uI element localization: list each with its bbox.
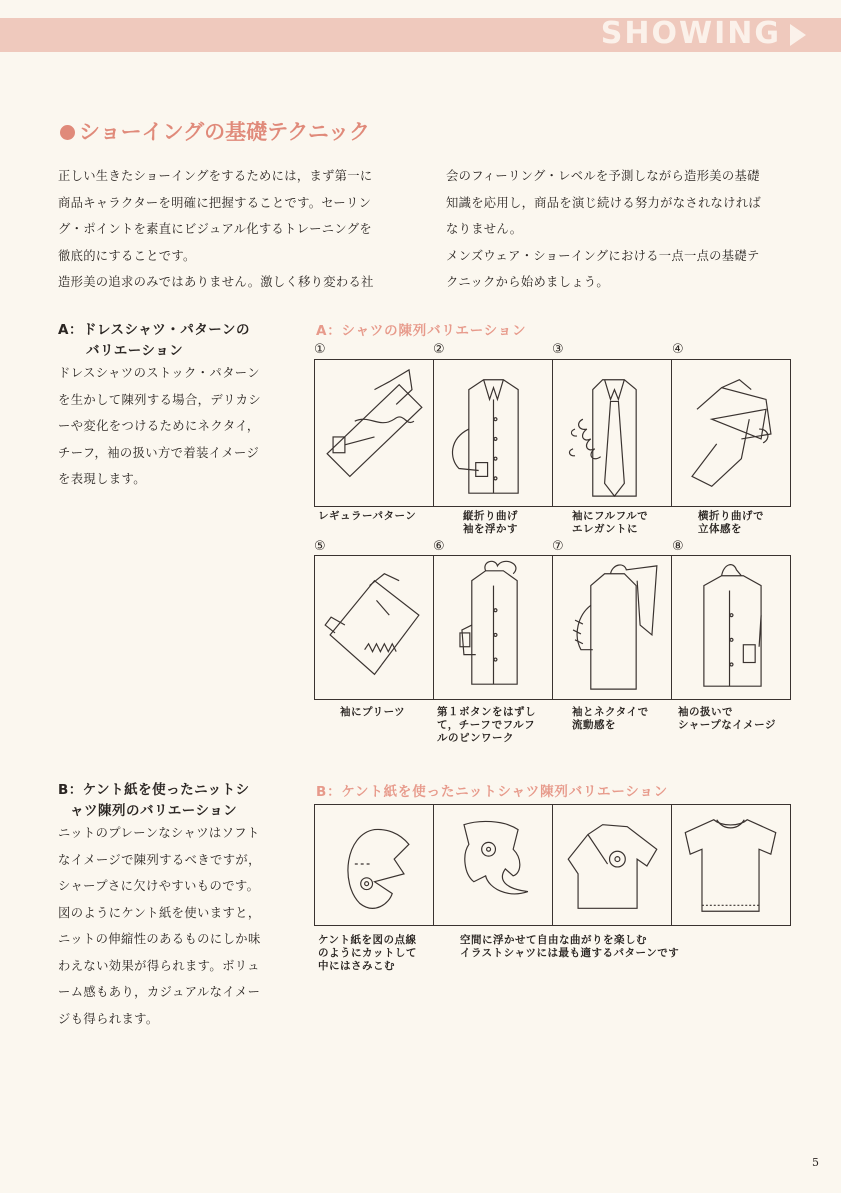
intro-line: 商品キャラクターを明確に把握することです。セーリン (58, 195, 372, 210)
figure-cell (672, 360, 790, 506)
intro-line: クニックから始めましょう。 (446, 275, 610, 289)
section-b-line: ニットの伸縮性のあるものにしか味 (58, 932, 261, 946)
figure-caption (318, 510, 416, 523)
bullet-icon (60, 125, 75, 140)
caption-line: ルのピンワーク (437, 732, 514, 744)
section-b-line: ジも得られます。 (58, 1011, 159, 1026)
section-b-line: ーム感もあり，カジュアルなイメー (58, 985, 261, 999)
figure-cell (553, 360, 672, 506)
caption-line: 中にはさみこむ (318, 960, 395, 972)
section-a-heading (58, 320, 250, 362)
intro-line: 徹底的にすることです。 (58, 248, 196, 263)
figure-cell (434, 556, 553, 699)
caption-line: 流動感を (572, 719, 616, 731)
caption-line: レギュラーパターン (318, 510, 417, 522)
figure-number: ③ (552, 342, 564, 357)
section-b-heading (58, 780, 250, 822)
intro-line: 知識を応用し，商品を演じ続ける努力がなされなければ (446, 195, 761, 210)
figure-b-title: B：ケント紙を使ったニットシャツ陳列バリエーション (316, 784, 668, 800)
section-a-body (58, 360, 288, 493)
figure-cell (434, 805, 553, 925)
intro-left-column (58, 163, 408, 296)
section-a-line: ーや変化をつけるためにネクタイ， (58, 419, 260, 433)
figure-cell (553, 556, 672, 699)
figure-a-row2 (314, 555, 791, 700)
caption-line: エレガントに (572, 523, 638, 535)
intro-line: 造形美の追求のみではありません。激しく移り変わる社 (58, 275, 374, 289)
caption-line: 袖にプリーツ (340, 706, 406, 718)
caption-line: 袖にフルフルで (572, 510, 649, 522)
section-a-line: を生かして陳列する場合，デリカシ (58, 392, 262, 407)
figure-caption (678, 706, 776, 732)
figure-cell (434, 360, 553, 506)
intro-line: なりません。 (446, 222, 523, 236)
folded-shirt-illustration (315, 360, 433, 506)
figure-number: ⑤ (314, 539, 326, 554)
section-b-line: 図のようにケント紙を使いますと， (58, 905, 261, 920)
figure-caption (572, 706, 649, 732)
intro-right-column (446, 163, 806, 296)
caption-line: 横折り曲げで (698, 510, 764, 522)
caption-line: 袖とネクタイで (572, 706, 649, 718)
kent-paper-cut-illustration (315, 805, 433, 925)
play-arrow-icon (790, 24, 806, 46)
section-b-body (58, 820, 288, 1032)
figure-cell (315, 360, 434, 506)
figure-caption (460, 934, 679, 960)
page-number: 5 (812, 1156, 819, 1169)
figure-caption (698, 510, 764, 536)
section-b-heading-line: ャツ陳列のバリエーション (70, 803, 238, 819)
header-title: SHOWING (600, 16, 781, 51)
section-a-line: を表現します。 (58, 472, 146, 486)
section-a-line: ドレスシャツのストック・パターン (58, 366, 260, 380)
caption-line: 袖の扱いで (678, 706, 733, 718)
figure-cell (553, 805, 672, 925)
figure-caption (318, 934, 417, 973)
illustrated-shirt-display-illustration (553, 805, 671, 925)
figure-number: ① (314, 342, 326, 357)
caption-line: シャープなイメージ (678, 719, 776, 731)
caption-line: のようにカットして (318, 947, 417, 959)
section-b-line: ニットのプレーンなシャツはソフト (58, 826, 260, 840)
figure-number: ⑦ (552, 539, 564, 554)
caption-line: 立体感を (698, 523, 742, 535)
caption-line: 第１ボタンをはずし (437, 706, 536, 718)
figure-caption (437, 706, 536, 745)
flowing-tie-shirt-illustration (553, 556, 671, 699)
figure-number: ⑥ (433, 539, 445, 554)
intro-line: 正しい生きたショーイングをするためには，まず第一に (58, 169, 373, 183)
caption-line: 空間に浮かせて自由な曲がりを楽しむ (460, 934, 647, 946)
figure-caption (463, 510, 518, 536)
caption-line: イラストシャツには最も適するパターンです (460, 947, 680, 959)
figure-a-title: A：シャツの陳列バリエーション (316, 323, 527, 339)
figure-cell (315, 556, 434, 699)
figure-number: ② (433, 342, 445, 357)
figure-caption (572, 510, 648, 536)
intro-line: 会のフィーリング・レベルを予測しながら造形美の基礎 (446, 169, 760, 183)
section-b-line: シャープさに欠けやすいものです。 (58, 879, 260, 893)
figure-a-row1 (314, 359, 791, 507)
chief-pinwork-shirt-illustration (434, 556, 552, 699)
intro-line: メンズウェア・ショーイングにおける一点一点の基礎テ (446, 248, 760, 263)
figure-caption (340, 706, 405, 719)
section-b-line: わえない効果が得られます。ボリュ (58, 958, 260, 973)
floating-knit-shirt-illustration (434, 805, 552, 925)
vertical-fold-shirt-illustration (434, 360, 552, 506)
figure-cell (672, 805, 790, 925)
caption-line: て，チーフでフルフ (437, 719, 536, 731)
figure-number: ④ (672, 342, 684, 357)
section-b-heading-line: B：ケント紙を使ったニットシ (58, 782, 250, 798)
caption-line: ケント紙を図の点線 (318, 934, 417, 946)
figure-number: ⑧ (672, 539, 684, 554)
figure-cell (315, 805, 434, 925)
plain-tshirt-illustration (672, 805, 790, 925)
intro-line: グ・ポイントを素直にビジュアル化するトレーニングを (58, 222, 372, 236)
figure-cell (672, 556, 790, 699)
sharp-sleeve-shirt-illustration (672, 556, 790, 699)
section-b-line: なイメージで陳列するべきですが， (58, 852, 261, 867)
frilled-sleeve-shirt-illustration (553, 360, 671, 506)
caption-line: 縦折り曲げ (463, 510, 518, 522)
page-title (60, 116, 370, 146)
horizontal-fold-shirt-illustration (672, 360, 790, 506)
caption-line: 袖を浮かす (463, 523, 518, 535)
section-a-line: チーフ，袖の扱い方で着装イメージ (58, 445, 260, 460)
pleated-sleeve-shirt-illustration (315, 556, 433, 699)
page-title-text: ショーイングの基礎テクニック (79, 120, 371, 144)
section-a-heading-line: バリエーション (86, 343, 184, 359)
figure-b-row (314, 804, 791, 926)
section-a-heading-line: A：ドレスシャツ・パターンの (58, 322, 251, 338)
